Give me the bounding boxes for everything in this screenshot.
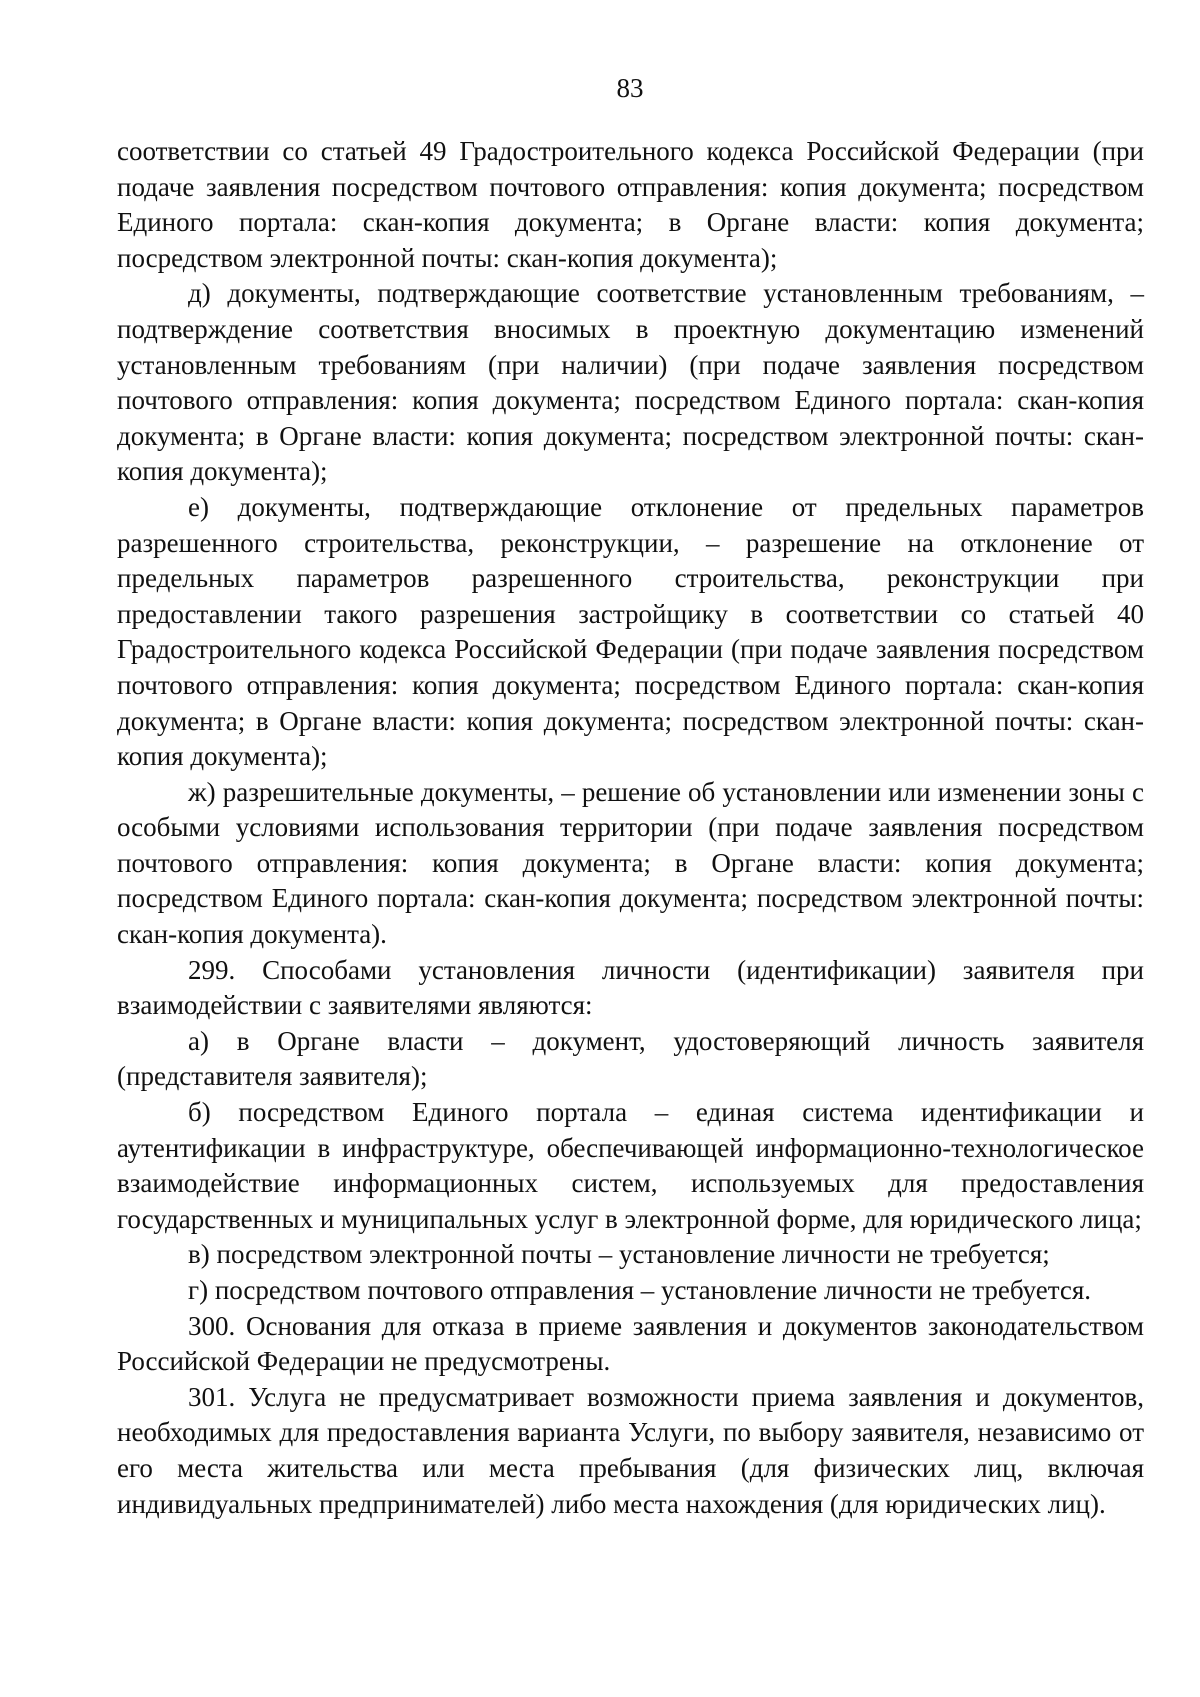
paragraph-299-g: г) посредством почтового отправления – установление личности не требуется. [188, 1275, 1092, 1305]
paragraph-301: 301. Услуга не предусматривает возможности приема заявления и документов, необходимых для предоставления варианта Услуги, по выбору заявителя, независимо от его места жительства или места пребывания (для физических лиц, включая индивидуальных предпринимателей) либо места нахождения (для юридических лиц). [117, 1381, 1144, 1519]
paragraph-299-b: б) посредством Единого портала – единая система идентификации и аутентификации в инфраструктуре, обеспечивающей информационно-технологическое взаимодействие информационных систем, используемых для предоставления государственных и муниципальных услуг в электронной форме, для юридического лица; [117, 1097, 1144, 1234]
document-body [117, 134, 1144, 1522]
paragraph-299-v: в) посредством электронной почты – установление личности не требуется; [188, 1239, 1050, 1270]
page-number: 83 [616, 73, 644, 103]
paragraph-299-a: а) в Органе власти – документ, удостоверяющий личность заявителя (представителя заявителя); [117, 1025, 1144, 1092]
paragraph-continuation: соответствии со статьей 49 Градостроительного кодекса Российской Федерации (при подаче заявления посредством почтового отправления: копия документа; посредством Единого портала: скан-копия документа; в Органе власти: копия документа; посредством электронной почты: скан-копия документа); [117, 136, 1144, 273]
paragraph-item-e: е) документы, подтверждающие отклонение от предельных параметров разрешенного строительства, реконструкции, – разрешение на отклонение от предельных параметров разрешенного строительства, реконструкции при предоставлении такого разрешения застройщику в соответствии со статьей 40 Градостроительного кодекса Российской Федерации (при подаче заявления посредством почтового отправления: копия документа; посредством Единого портала: скан-копия документа; в Органе власти: копия документа; посредством электронной почты: скан-копия документа); [117, 491, 1144, 772]
paragraph-300: 300. Основания для отказа в приеме заявления и документов законодательством Российской Федерации не предусмотрены. [117, 1310, 1144, 1377]
paragraph-299: 299. Способами установления личности (идентификации) заявителя при взаимодействии с заявителями являются: [117, 954, 1144, 1021]
paragraph-item-zh: ж) разрешительные документы, – решение об установлении или изменении зоны с особыми условиями использования территории (при подаче заявления посредством почтового отправления: копия документа; в Органе власти: копия документа; посредством Единого портала: скан-копия документа; посредством электронной почты: скан-копия документа). [117, 776, 1144, 950]
paragraph-item-d: д) документы, подтверждающие соответствие установленным требованиям, – подтверждение соответствия вносимых в проектную документацию изменений установленным требованиям (при наличии) (при подаче заявления посредством почтового отправления: копия документа; посредством Единого портала: скан-копия документа; в Органе власти: копия документа; посредством электронной почты: скан-копия документа); [117, 278, 1144, 487]
